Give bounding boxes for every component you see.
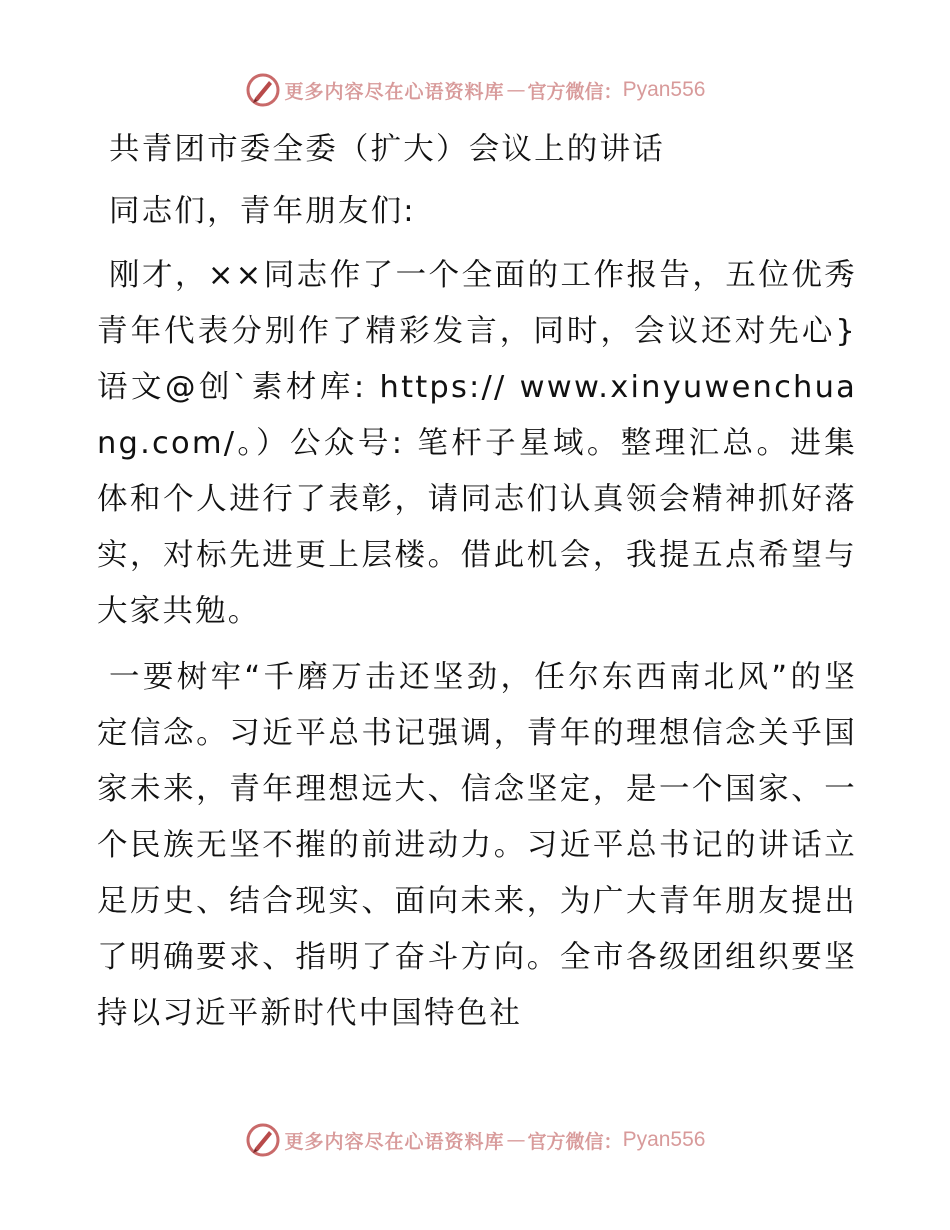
watermark-text: 更多内容尽在心语资料库 bbox=[284, 1130, 505, 1153]
watermark-wechat-id: Pyan556 bbox=[622, 1128, 706, 1151]
watermark-wechat-id: Pyan556 bbox=[622, 78, 706, 101]
pen-logo-icon bbox=[245, 72, 281, 108]
pen-logo-icon bbox=[245, 1122, 281, 1158]
watermark-dash: — bbox=[506, 79, 526, 101]
paragraph-1: 刚才，××同志作了一个全面的工作报告，五位优秀青年代表分别作了精彩发言，同时，会议还对先心}语文@创`素材库: https:// www.xinyuwenchuang.com/。）公众号: 笔杆子星域。整理汇总。进集体和个人进行了表彰，请同志们认真领会精神抓好落实，对标先进更上层楼。借此机会，我提五点希望与大家共勉。 bbox=[97, 258, 857, 629]
greeting: 同志们，青年朋友们: bbox=[109, 194, 416, 229]
document-body bbox=[97, 122, 857, 1052]
paragraph-2: 一要树牢“千磨万击还坚劲，任尔东西南北风”的坚定信念。习近平总书记强调，青年的理想信念关乎国家未来，青年理想远大、信念坚定，是一个国家、一个民族无坚不摧的前进动力。习近平总书记的讲话立足历史、结合现实、面向未来，为广大青年朋友提出了明确要求、指明了奋斗方向。全市各级团组织要坚持以习近平新时代中国特色社 bbox=[97, 660, 857, 1031]
footer-watermark bbox=[0, 1120, 950, 1160]
watermark-official-label: 官方微信： bbox=[527, 80, 623, 103]
header-watermark bbox=[0, 70, 950, 110]
document-title: 共青团市委全委（扩大）会议上的讲话 bbox=[109, 132, 665, 167]
watermark-official-label: 官方微信： bbox=[527, 1130, 623, 1153]
watermark-text: 更多内容尽在心语资料库 bbox=[284, 80, 505, 103]
watermark-dash: — bbox=[506, 1129, 526, 1151]
